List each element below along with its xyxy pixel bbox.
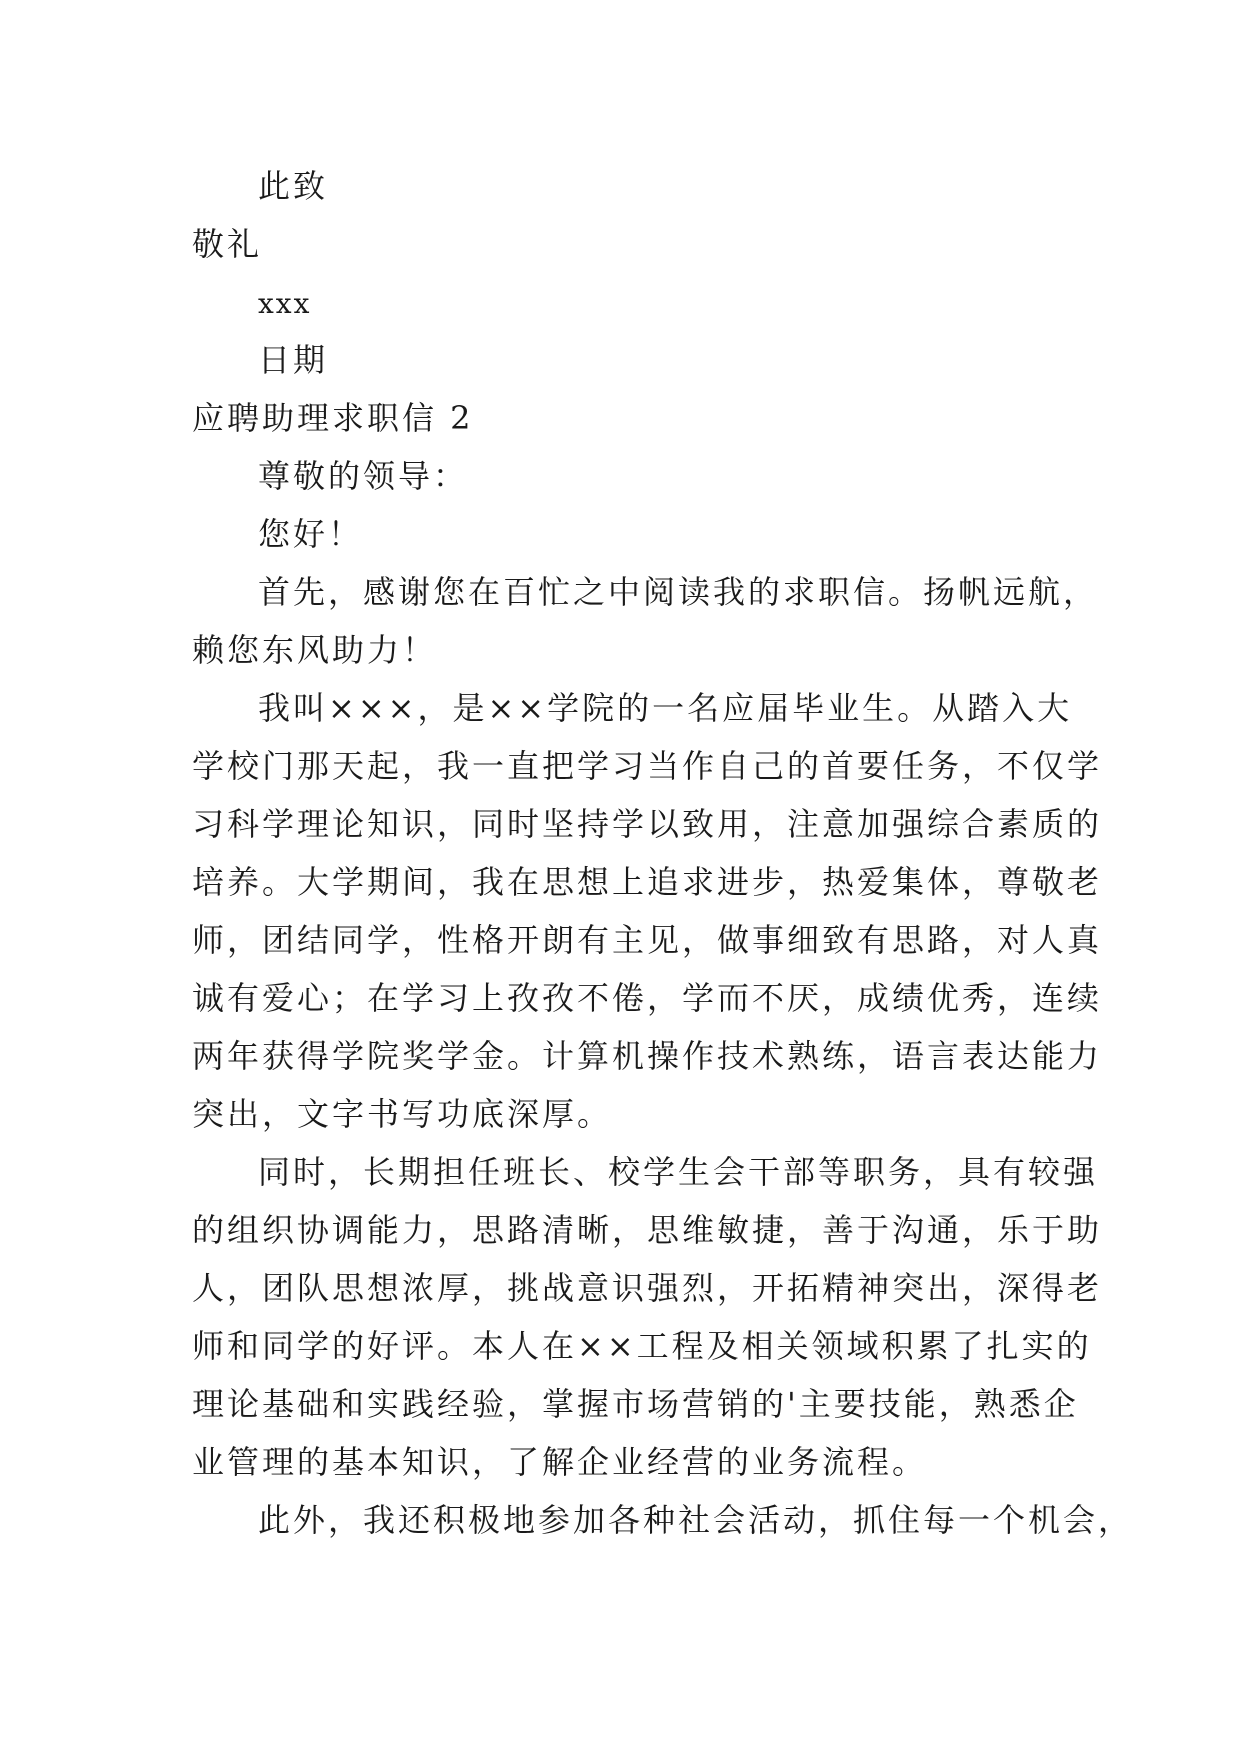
- paragraph-3-line: 业管理的基本知识，了解企业经营的业务流程。: [192, 1443, 928, 1481]
- paragraph-3-line: 同时，长期担任班长、校学生会干部等职务，具有较强: [258, 1153, 1099, 1191]
- paragraph-2-line: 两年获得学院奖学金。计算机操作技术熟练，语言表达能力: [192, 1037, 1103, 1075]
- paragraph-3-line: 人，团队思想浓厚，挑战意识强烈，开拓精神突出，深得老: [192, 1269, 1103, 1307]
- paragraph-3-line: 理论基础和实践经验，掌握市场营销的'主要技能，熟悉企: [192, 1385, 1079, 1423]
- paragraph-3-line: 的组织协调能力，思路清晰，思维敏捷，善于沟通，乐于助: [192, 1211, 1103, 1249]
- sender-name: xxx: [258, 287, 312, 320]
- paragraph-2-line: 突出，文字书写功底深厚。: [192, 1095, 613, 1133]
- section-title: 应聘助理求职信 2: [192, 399, 474, 437]
- salute-line: 敬礼: [192, 225, 263, 263]
- paragraph-1-line: 赖您东风助力！: [192, 631, 438, 669]
- paragraph-2-line: 习科学理论知识，同时坚持学以致用，注意加强综合素质的: [192, 805, 1103, 843]
- closing-line: 此致: [258, 167, 329, 205]
- paragraph-4-line: 此外，我还积极地参加各种社会活动，抓住每一个机会，: [258, 1501, 1134, 1539]
- paragraph-2-line: 学校门那天起，我一直把学习当作自己的首要任务，不仅学: [192, 747, 1103, 785]
- date-line: 日期: [258, 341, 329, 379]
- paragraph-2-line: 培养。大学期间，我在思想上追求进步，热爱集体，尊敬老: [192, 863, 1103, 901]
- paragraph-1-line: 首先，感谢您在百忙之中阅读我的求职信。扬帆远航，: [258, 573, 1099, 611]
- hello-line: 您好！: [258, 515, 364, 553]
- paragraph-2-line: 师，团结同学，性格开朗有主见，做事细致有思路，对人真: [192, 921, 1103, 959]
- paragraph-2-line: 我叫×××，是××学院的一名应届毕业生。从踏入大: [258, 689, 1073, 727]
- paragraph-3-line: 师和同学的好评。本人在××工程及相关领域积累了扎实的: [192, 1327, 1092, 1365]
- paragraph-2-line: 诚有爱心；在学习上孜孜不倦，学而不厌，成绩优秀，连续: [192, 979, 1103, 1017]
- greeting-line: 尊敬的领导：: [258, 457, 469, 495]
